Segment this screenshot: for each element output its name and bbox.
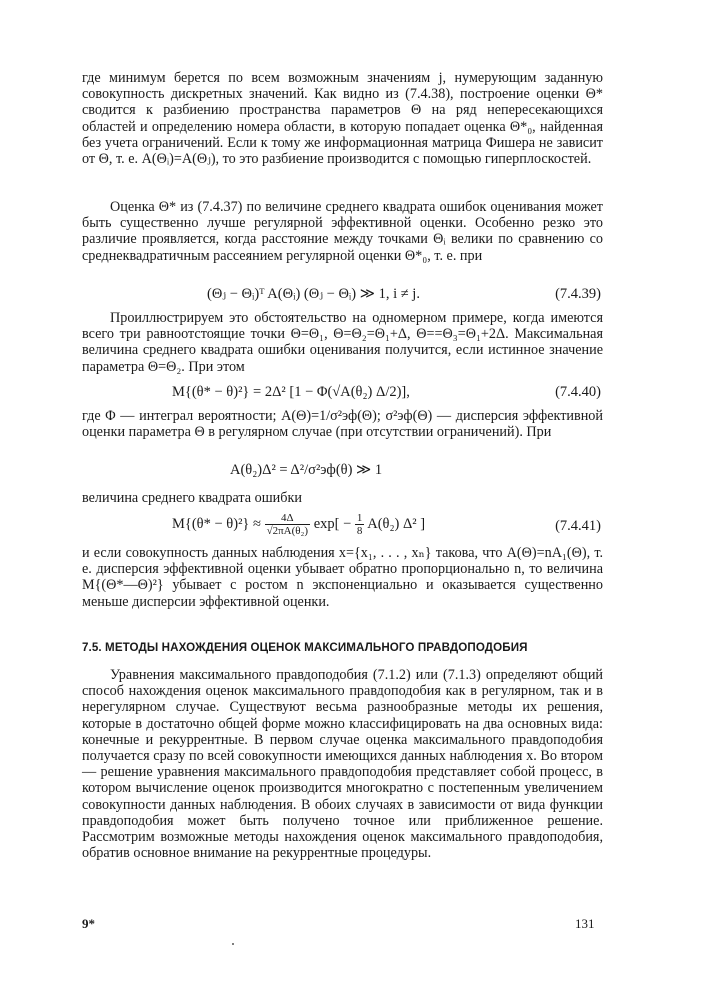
paragraph-7 — [82, 667, 603, 861]
page-number: 131 — [575, 916, 595, 931]
formula-condition — [82, 462, 603, 484]
signature-mark: 9* — [82, 916, 95, 931]
paragraph-text: и если совокупность данных наблюдения x={x₁, . . . , xₙ} такова, что A(Θ)=nA₁(Θ), т. е. дисперсия эффективной оценки убывает обратно пропорционально n, то величина M{(Θ*—Θ)²} убывает с ростом n экспоненциально и оказывается существенно меньше дисперсии эффективной оценки. — [82, 545, 603, 610]
paragraph-4 — [82, 408, 603, 440]
fraction-numerator: 1 — [356, 512, 363, 524]
formula-fraction-2 — [355, 512, 365, 537]
formula-7-4-39 — [82, 286, 603, 308]
section-heading: 7.5. МЕТОДЫ НАХОЖДЕНИЯ ОЦЕНОК МАКСИМАЛЬНОГО ПРАВДОПОДОБИЯ — [82, 641, 528, 654]
paragraph-text: Уравнения максимального правдоподобия (7.1.2) или (7.1.3) определяют общий способ нахождения оценок максимального правдоподобия как в регулярном, так и в нерегулярном случае. Существуют весьма разнообразные методы их решения, которые в достаточно общей форме можно классифицировать на два основных вида: конечные и рекуррентные. В первом случае оценка максимального правдоподобия получается сразу по всей совокупности имеющихся данных наблюдения x. Во втором — решение уравнения максимального правдоподобия представляет собой процесс, в котором вычисление оценок производится многократно с постепенным увеличением совокупности данных наблюдения. В обоих случаях в зависимости от вида функции правдоподобия может быть получено точное или приближенное решение. Рассмотрим возможные методы нахождения оценок максимального правдоподобия, обратив основное внимание на рекуррентные процедуры. — [82, 667, 603, 862]
formula-left: M{(θ* − θ)²} ≈ — [172, 515, 261, 532]
paragraph-text: Оценка Θ* из (7.4.37) по величине среднего квадрата ошибок оценивания может быть существенно лучше регулярной эффективной оценки. Особенно резко это различие проявляется, когда расстояние между точками Θᵢ велики по сравнению со среднеквадратичным рассеянием регулярной оценки Θ*₀, т. е. при — [82, 199, 603, 264]
paragraph-3 — [82, 310, 603, 375]
fraction-denominator: √2πA(θ₂) — [266, 525, 309, 537]
paragraph-5 — [82, 490, 603, 506]
formula-fraction — [265, 512, 310, 537]
formula-right: A(θ₂) Δ² ] — [367, 515, 426, 532]
paragraph-text: величина среднего квадрата ошибки — [82, 490, 302, 506]
paragraph-6 — [82, 545, 603, 610]
paragraph-2 — [82, 199, 603, 264]
formula-expression — [172, 512, 425, 537]
formula-number: (7.4.39) — [555, 286, 601, 302]
paragraph-text: где минимум берется по всем возможным значениям j, нумерующим заданную совокупность дискретных значений. Как видно из (7.4.38), построение оценки Θ* сводится к разбиению пространства параметров Θ на ряд непересекающихся областей и определению номера области, в которую попадает оценка Θ*₀, найденная без учета ограничений. Если к тому же информационная матрица Фишера не зависит от Θ, т. е. A(Θᵢ)=A(Θⱼ), то это разбиение производится с помощью гиперплоскостей. — [82, 70, 603, 168]
formula-expression: (Θⱼ − Θᵢ)ᵀ A(Θᵢ) (Θⱼ − Θᵢ) ≫ 1, i ≠ j. — [207, 286, 420, 302]
formula-mid: exp[ − — [313, 515, 352, 532]
speck — [232, 943, 234, 945]
fraction-numerator: 4Δ — [265, 512, 310, 525]
formula-expression: A(θ₂)Δ² = Δ²/σ²эф(θ) ≫ 1 — [230, 462, 383, 478]
paragraph-top — [82, 70, 603, 167]
formula-number: (7.4.40) — [555, 384, 601, 400]
fraction-denominator: 8 — [356, 525, 363, 537]
formula-expression: M{(θ* − θ)²} = 2Δ² [1 − Φ(√A(θ₂) Δ/2)], — [172, 384, 410, 400]
paragraph-text: где Φ — интеграл вероятности; A(Θ)=1/σ²эф(Θ); σ²эф(Θ) — дисперсия эффективной оценки параметра Θ в регулярном случае (при отсутствии ограничений). При — [82, 408, 603, 441]
formula-7-4-40 — [82, 384, 603, 406]
paragraph-text: Проиллюстрируем это обстоятельство на одномерном примере, когда имеются всего три равноотстоящие точки Θ=Θ₁, Θ=Θ₂=Θ₁+Δ, Θ==Θ₃=Θ₁+2Δ. Максимальная величина среднего квадрата ошибки оценивания получится, если истинное значение параметра Θ=Θ₂. При этом — [82, 310, 603, 375]
formula-number: (7.4.41) — [555, 518, 601, 534]
formula-7-4-41 — [82, 512, 603, 542]
